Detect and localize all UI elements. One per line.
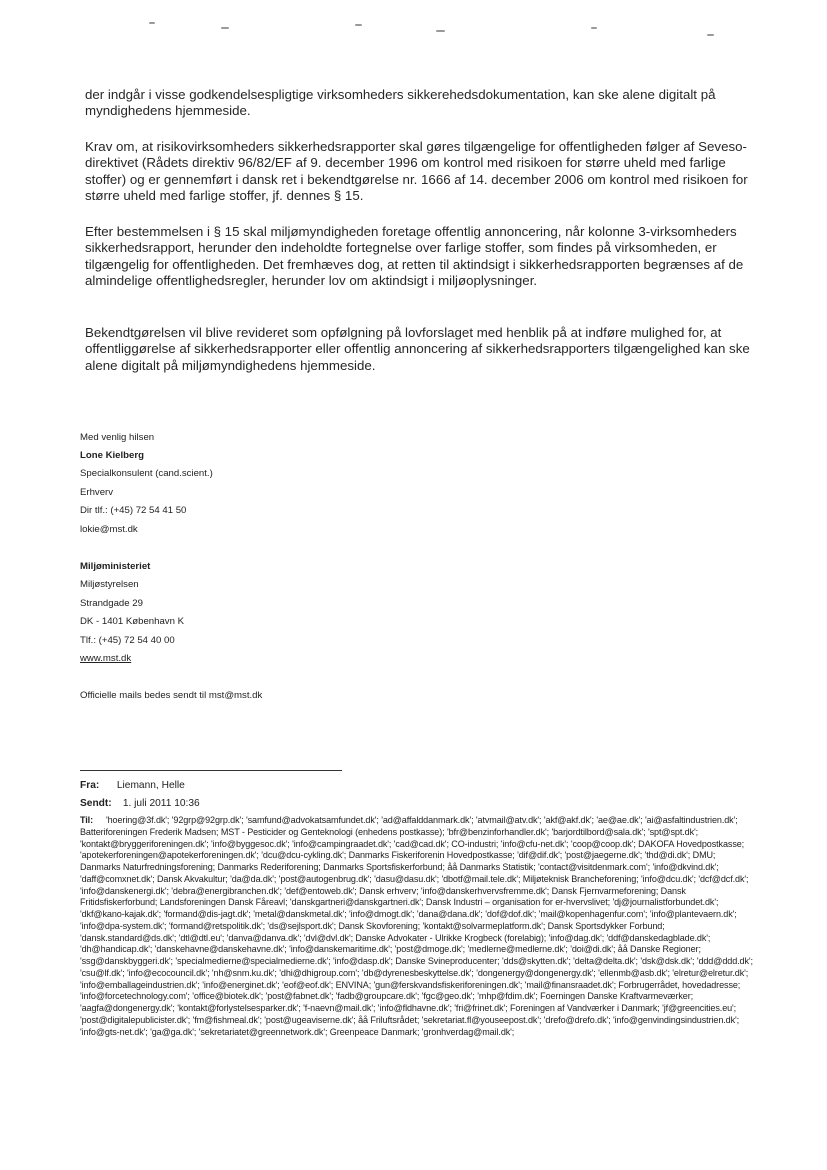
scan-artifact xyxy=(149,22,155,24)
signature-name: Lone Kielberg xyxy=(80,450,144,461)
signature-street: Strandgade 29 xyxy=(80,598,143,609)
signature-website-link[interactable]: www.mst.dk xyxy=(80,653,132,664)
scan-artifact xyxy=(591,27,597,29)
body-paragraph-4: Bekendtgørelsen vil blive revideret som opfølgning på lovforslaget med henblik på at indføre mulighed for, at offentliggørelse af sikkerhedsrapporter eller offentlig annoncering af sikkerhedsrapporters tilgængelighed kan ske alene digitalt på miljømyndighedens hjemmeside. xyxy=(85,325,750,373)
scan-artifact xyxy=(221,27,229,29)
signature-unit: Erhverv xyxy=(80,487,114,498)
from-label: Fra: xyxy=(80,780,100,791)
signature-ministry: Miljøministeriet xyxy=(80,561,151,572)
signature-greeting: Med venlig hilsen xyxy=(80,432,155,443)
signature-city: DK - 1401 København K xyxy=(80,616,184,627)
sent-value: 1. juli 2011 10:36 xyxy=(122,798,200,809)
to-value: 'hoering@3f.dk'; '92grp@92grp.dk'; 'samfund@advokatsamfundet.dk'; 'ad@affalddanmark.dk'; 'atvmail@atv.dk'; 'akf@akf.dk'; 'ae@ae.dk'; 'ai@asfaltindustrien.dk'; Batteriforeningen Frederik Madsen; MST - Pesticider og Genteknologi (enhedens postkasse); 'bfr@benzinforhandler.dk'; 'barjordtilbord@sala.dk'; 'spt@spt.dk'; 'kontakt@bryggeriforeningen.dk'; 'info@byggesoc.dk'; 'info@campingraadet.dk'; 'cad@cad.dk'; CO-industri; 'info@cfu-net.dk'; 'coop@coop.dk'; DAKOFA Hovedpostkasse; 'apotekerforeningen@apotekerforeningen.dk'; 'dcu@dcu-cykling.dk'; Danmarks Fiskeriforenin Hovedpostkasse; 'dif@dif.dk'; 'post@jaegerne.dk'; 'thd@di.dk'; DMU; Danmarks Naturfredningsforening; Danmarks Rederiforening; Danmarks Sportsfiskerforbund; åå Danmarks Statistik; 'contact@visitdenmark.com'; 'info@dkvind.dk'; 'daff@comxnet.dk'; Dansk Akvakultur; 'da@da.dk'; 'post@autogenbrug.dk'; 'dasu@dasu.dk'; 'dbotf@mail.tele.dk'; Miljøteknisk Brancheforening; 'info@dcu.dk'; 'dcf@dcf.dk'; 'info@danskenergi.dk'; 'debra@energibranchen.dk'; 'def@entoweb.dk'; Dansk erhverv; 'info@danskerhvervsfremme.dk'; Dansk Fjernvarmeforening; Dansk Fritidsfiskerforbund; Landsforeningen Dansk Fåreavl; 'danskgartneri@danskgartneri.dk'; Dansk Industri – organisation for er-hvervslivet; 'dj@journalistforbundet.dk'; 'dkf@kano-kajak.dk'; 'formand@dis-jagt.dk'; 'metal@danskmetal.dk'; 'info@dmogt.dk'; 'dana@dana.dk'; 'dof@dof.dk'; 'mail@kopenhagenfur.com'; 'info@plantevaern.dk'; 'info@dpa-system.dk'; 'formand@retspolitik.dk'; 'ds@sejlsport.dk'; Dansk Skovforening; 'kontakt@solvarmeplatform.dk'; Dansk Sportsdykker Forbund; 'dansk.standard@ds.dk'; 'dtl@dtl.eu'; 'danva@danva.dk'; 'dvl@dvl.dk'; Danske Advokater - Ulrikke Krogbeck (forelabig); 'info@dag.dk'; 'ddf@danskedagblade.dk'; 'dh@handicap.dk'; 'danskehavne@danskehavne.dk'; 'info@danskemaritime.dk'; 'post@dmoge.dk'; 'medlerne@medlerne.dk'; 'doi@di.dk'; åå Danske Regioner; 'ssg@danskbyggeri.dk'; 'specialmedierne@specialmedierne.dk'; 'info@dasp.dk'; Danske Svineproducenter; 'dds@skytten.dk'; 'delta@delta.dk'; 'dsk@dsk.dk'; 'ddd@ddd.dk'; 'csu@lf.dk'; 'info@ecocouncil.dk'; 'nh@snm.ku.dk'; 'dhi@dhigroup.com'; 'db@dyrenesbeskyttelse.dk'; 'dongenergy@dongenergy.dk'; 'ellenmb@asb.dk'; 'elretur@elretur.dk'; 'info@emballageindustrien.dk'; 'info@energinet.dk'; 'eof@eof.dk'; ENVINA; 'gun@ferskvandsfiskeriforeningen.dk'; 'mail@finansraadet.dk'; Forbrugerrådet, hovedadresse; 'info@forcetechnology.com'; 'office@biotek.dk'; 'post@fabnet.dk'; 'fadb@groupcare.dk'; 'fgc@geo.dk'; 'mhp@fdim.dk'; Foerningen Danske Kraftvarmeværker; 'aagfa@dongenergy.dk'; 'kontakt@forlystelsesparker.dk'; 'f-naevn@mail.dk'; 'info@fldhavne.dk'; 'fri@frinet.dk'; Foreningen af Vandværker i Danmark; 'jf@greencities.eu'; 'post@digitalepublicister.dk'; 'fm@fishmeal.dk'; 'post@ugeaviserne.dk'; åå Friluftsrådet; 'sekretariat.fl@youseepost.dk'; 'drefo@drefo.dk'; 'info@genvindingsindustrien.dk'; 'info@gts-net.dk'; 'ga@ga.dk'; 'sekretariatet@greennetwork.dk'; Greenpeace Danmark; 'gronhverdag@mail.dk'; xyxy=(80,815,753,1037)
body-paragraph-1: der indgår i visse godkendelsespligtige virksomheders sikkerehedsdokumentation, kan ske alene digitalt på myndighedens hjemmeside. xyxy=(85,87,716,119)
scan-artifact xyxy=(436,30,445,32)
from-value: Liemann, Helle xyxy=(116,780,185,791)
to-label: Til: xyxy=(80,815,94,825)
official-mail-note: Officielle mails bedes sendt til mst@mst.dk xyxy=(80,690,263,701)
body-paragraph-3: Efter bestemmelsen i § 15 skal miljømyndigheden foretage offentlig annoncering, når kolonne 3-virksomheders sikkerhedsrapport, herunder den indeholdte fortegnelse over farlige stoffer, som findes på virksomheden, er tilgængelig for offentligheden. Det fremhæves dog, at retten til aktindsigt i sikkerhedsrapporten begrænses af de almindelige offentlighedsregler, herunder lov om aktindsigt i miljøoplysninger. xyxy=(85,224,744,289)
email-sent-row xyxy=(80,797,200,810)
signature-email: lokie@mst.dk xyxy=(80,524,138,535)
scan-artifact xyxy=(355,24,362,26)
scan-artifact xyxy=(707,34,714,36)
body-paragraph-2: Krav om, at risikovirksomheders sikkerhedsrapporter skal gøres tilgængelige for offentligheden følger af Seveso-direktivet (Rådets direktiv 96/82/EF af 9. december 1996 om kontrol med risikoen for større uheld med farlige stoffer) og er gennemført i dansk ret i bekendtgørelse nr. 1666 af 14. december 2006 om kontrol med risikoen for større uheld med farlige stoffer, jf. dennes § 15. xyxy=(85,139,748,204)
sent-label: Sendt: xyxy=(80,798,112,809)
signature-main-phone: Tlf.: (+45) 72 54 40 00 xyxy=(80,635,175,646)
email-separator xyxy=(80,770,342,771)
email-recipients xyxy=(80,815,756,1038)
email-from-row xyxy=(80,779,185,792)
signature-agency: Miljøstyrelsen xyxy=(80,579,139,590)
signature-phone: Dir tlf.: (+45) 72 54 41 50 xyxy=(80,505,187,516)
signature-title: Specialkonsulent (cand.scient.) xyxy=(80,468,213,479)
